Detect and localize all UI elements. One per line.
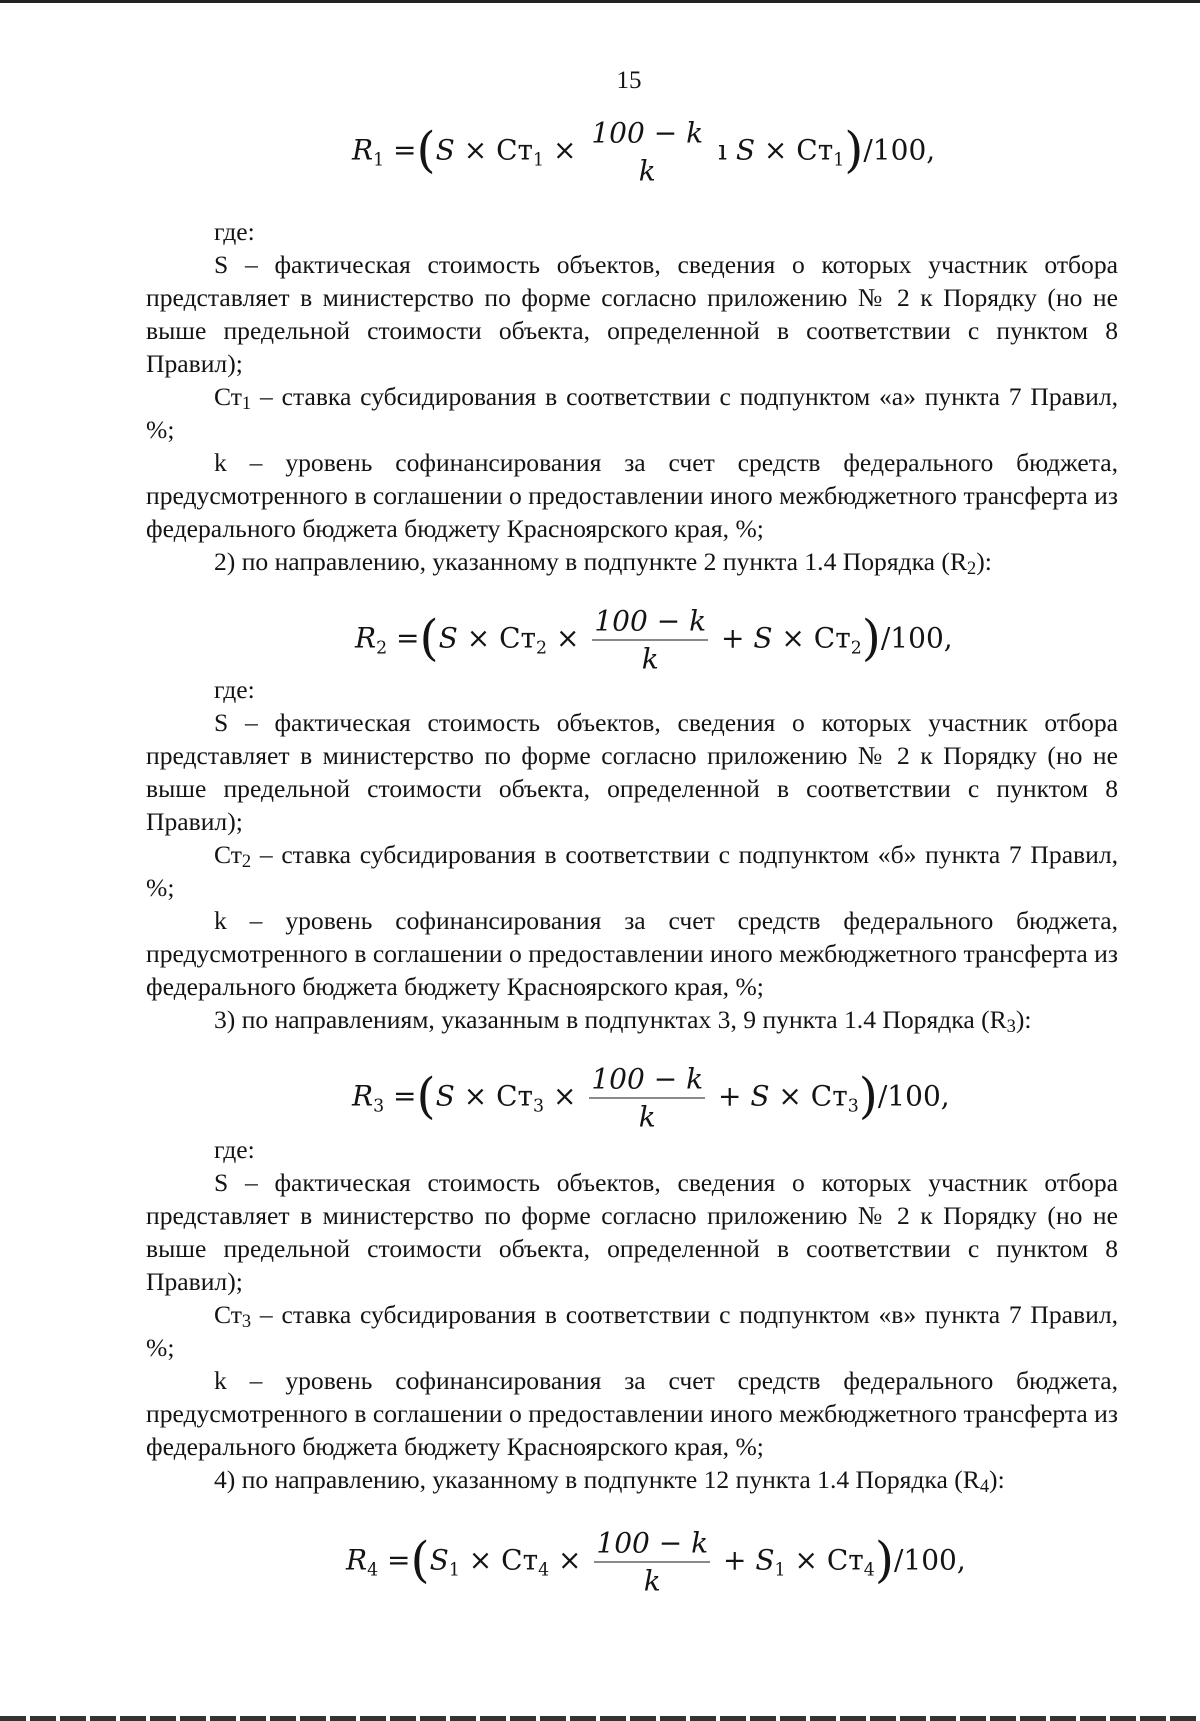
formula-r1	[0, 102, 1200, 202]
next-item-heading: 3) по направлениям, указанным в подпунктах 3, 9 пункта 1.4 Порядка (R3):	[214, 1005, 1032, 1037]
scan-edge-top	[0, 0, 1200, 3]
k-definition: k – уровень софинансирования за счет средств федерального бюджета, предусмотренного в соглашении о предоставлении иного межбюджетного трансферта из федерального бюджета бюджету Красноярского края, %;	[146, 906, 1118, 1001]
s-definition: S – фактическая стоимость объектов, сведения о которых участник отбора представляет в министерство по форме согласно приложению № 2 к Порядку (но не выше предельной стоимости объекта, определенной в соответствии с пунктом 8 Правил);	[146, 708, 1118, 836]
next-item-heading: 2) по направлению, указанному в подпункте 2 пункта 1.4 Порядка (R2):	[214, 547, 992, 579]
formula-r4-expression: $R_4 =(S_1 \times Ст_4$ × $\frac{100 - k}{k}$ + $S_1 \times Ст_4)/100$,	[346, 1526, 966, 1598]
page-number: 15	[616, 67, 642, 94]
k-definition: k – уровень софинансирования за счет средств федерального бюджета, предусмотренного в соглашении о предоставлении иного межбюджетного трансферта из федерального бюджета бюджету Красноярского края, %;	[146, 1366, 1118, 1461]
s-definition: S – фактическая стоимость объектов, сведения о которых участник отбора представляет в министерство по форме согласно приложению № 2 к Порядку (но не выше предельной стоимости объекта, определенной в соответствии с пунктом 8 Правил);	[146, 1168, 1118, 1296]
fraction: $\frac{100 - k}{k}$	[596, 1526, 709, 1598]
where-label: где:	[214, 217, 255, 246]
formula-r4	[0, 1512, 1200, 1612]
section-1	[146, 215, 1118, 578]
k-definition: k – уровень софинансирования за счет средств федерального бюджета, предусмотренного в соглашении о предоставлении иного межбюджетного трансферта из федерального бюджета бюджету Красноярского края, %;	[146, 448, 1118, 543]
scan-edge-bottom	[0, 1716, 1200, 1721]
st-definition: Ст2 – ставка субсидирования в соответствии с подпунктом «б» пункта 7 Правил, %;	[146, 840, 1118, 902]
where-label: где:	[214, 675, 255, 704]
formula-r1-expression: $R_1 =(S \times Ст_1$ × 100 − k k ı $S \times Ст_1)/100$,	[352, 116, 936, 188]
fraction: $\frac{100 - k}{k}$	[594, 604, 707, 676]
formula-r2-expression: $R_2 =(S \times Ст_2$ × $\frac{100 - k}{k}$ + $S \times Ст_2)/100$,	[355, 604, 953, 676]
s-definition: S – фактическая стоимость объектов, сведения о которых участник отбора представляет в министерство по форме согласно приложению № 2 к Порядку (но не выше предельной стоимости объекта, определенной в соответствии с пунктом 8 Правил);	[146, 250, 1118, 378]
section-3	[146, 1133, 1118, 1496]
where-label: где:	[214, 1135, 255, 1164]
fraction: 100 − k k	[591, 116, 704, 188]
formula-r3-expression: $R_3 =(S \times Ст_3$ × $\frac{100 - k}{k}$ + $S \times Ст_3)/100$,	[352, 1062, 950, 1134]
fraction: $\frac{100 - k}{k}$	[591, 1062, 704, 1134]
next-item-heading: 4) по направлению, указанному в подпункте 12 пункта 1.4 Порядка (R4):	[214, 1465, 1005, 1497]
section-2	[146, 673, 1118, 1036]
st-definition: Ст3 – ставка субсидирования в соответствии с подпунктом «в» пункта 7 Правил, %;	[146, 1300, 1118, 1362]
st-definition: Ст1 – ставка субсидирования в соответствии с подпунктом «а» пункта 7 Правил, %;	[146, 382, 1118, 444]
